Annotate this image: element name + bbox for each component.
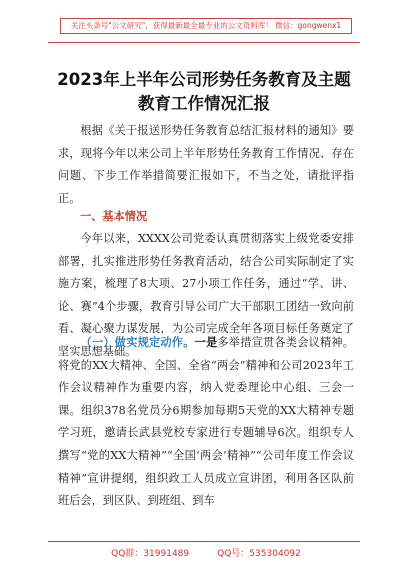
footer-rule [48, 541, 360, 542]
intro-paragraph: 根据《关于报送形势任务教育总结汇报材料的通知》要求，现将今年以来公司上半年形势任务教育工作情况、存在问题、下步工作举措简要汇报如下，不当之处，请批评指正。 [58, 124, 354, 205]
section1-paragraph: 今年以来，XXXX公司党委认真贯彻落实上级党委安排部署，扎实推进形势任务教育活动，结合公司实际制定了实施方案，梳理了8大项、27小项工作任务，通过“学、讲、论、赛”4个步骤，教育引导公司广大干部职工团结一致向前看、凝心聚力谋发展，为公司完成全年各项目标任务奠定了坚实思想基础。 [58, 232, 354, 358]
section-heading-basic: 一、基本情况 [80, 210, 148, 223]
footer-qq-group: QQ群：31991489 [111, 549, 190, 559]
sub-section-heading: （一）做实规定动作。 [80, 335, 195, 349]
document-title-line1: 2023年上半年公司形势任务教育及主题 [57, 70, 351, 89]
sub-section-lead: 一是 [194, 335, 218, 349]
footer [60, 546, 352, 559]
top-banner: 关注头条号"公文研究"，获得最新最全最专业的公文资料库！ 微信：gongwenx1 [60, 18, 352, 34]
sub-section-body: 多举措宣贯各类会议精神。将党的XX大精神、全国、全省“两会”精神和公司2023年工作会议精神作为重要内容，纳入党委理论中心组、三会一课。组织378名党员分6期参加每期5天党的XX大精神专题学习班，邀请长武县党校专家进行专题辅导6次。组织专人撰写“党的XX大精神”“全国‘两会’精神”“公司年度工作会议精神”宣讲提纲，组织政工人员成立宣讲团，利用各区队前班后会，到区队、到班组、到车 [58, 336, 354, 508]
header-rule [48, 42, 360, 43]
document-title-line2: 教育工作情况汇报 [138, 94, 270, 113]
footer-qq: QQ号：535304092 [217, 549, 301, 559]
sub-section-paragraph [58, 331, 354, 513]
